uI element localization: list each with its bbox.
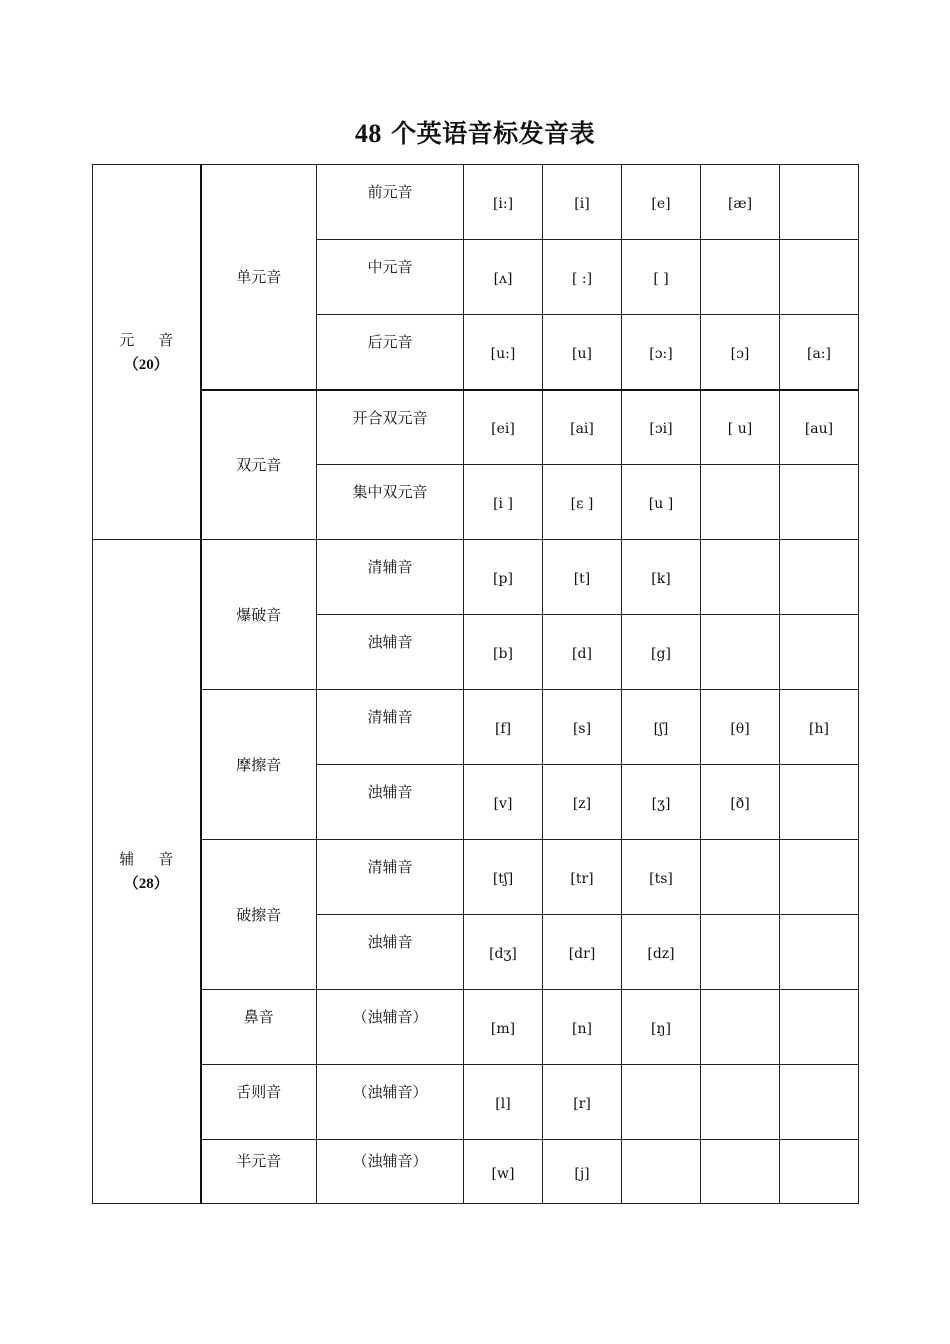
symbol-cell bbox=[780, 840, 859, 915]
table-row bbox=[93, 990, 859, 1065]
symbol-cell bbox=[780, 765, 859, 840]
symbol-cell: [ ] bbox=[622, 240, 701, 315]
voiced-label: 浊辅音 bbox=[317, 765, 464, 840]
symbol-cell: [k] bbox=[622, 540, 701, 615]
symbol-cell: [w] bbox=[464, 1140, 543, 1204]
table-row bbox=[93, 165, 859, 240]
symbol-cell: [ʃ] bbox=[622, 690, 701, 765]
symbol-cell: [ u] bbox=[701, 390, 780, 465]
symbol-cell: [i:] bbox=[464, 165, 543, 240]
back-vowel-label: 后元音 bbox=[317, 315, 464, 390]
title-text: 个英语音标发音表 bbox=[381, 119, 596, 148]
symbol-cell: [f] bbox=[464, 690, 543, 765]
table-row bbox=[93, 390, 859, 465]
symbol-cell bbox=[701, 540, 780, 615]
symbol-cell: [m] bbox=[464, 990, 543, 1065]
symbol-cell: [j] bbox=[543, 1140, 622, 1204]
affricate-group: 破擦音 bbox=[201, 840, 317, 990]
symbol-cell bbox=[780, 1065, 859, 1140]
diphthong-group: 双元音 bbox=[201, 390, 317, 540]
symbol-cell: [a:] bbox=[780, 315, 859, 390]
consonant-category-cell bbox=[93, 540, 201, 1204]
symbol-cell: [u:] bbox=[464, 315, 543, 390]
central-vowel-label: 中元音 bbox=[317, 240, 464, 315]
symbol-cell: [u] bbox=[543, 315, 622, 390]
symbol-cell: [ɔ:] bbox=[622, 315, 701, 390]
voiced-label: 浊辅音 bbox=[317, 915, 464, 990]
symbol-cell bbox=[701, 465, 780, 540]
voiceless-label: 清辅音 bbox=[317, 540, 464, 615]
table-row bbox=[93, 1065, 859, 1140]
semivowel-group: 半元音 bbox=[201, 1140, 317, 1204]
symbol-cell: [ts] bbox=[622, 840, 701, 915]
table-row bbox=[93, 1140, 859, 1204]
symbol-cell: [ɔi] bbox=[622, 390, 701, 465]
symbol-cell: [h] bbox=[780, 690, 859, 765]
page-title bbox=[0, 114, 950, 150]
symbol-cell: [l] bbox=[464, 1065, 543, 1140]
table-row bbox=[93, 690, 859, 765]
symbol-cell bbox=[701, 915, 780, 990]
table-row bbox=[93, 540, 859, 615]
symbol-cell: [dz] bbox=[622, 915, 701, 990]
symbol-cell bbox=[622, 1065, 701, 1140]
symbol-cell: [s] bbox=[543, 690, 622, 765]
symbol-cell: [dʒ] bbox=[464, 915, 543, 990]
symbol-cell bbox=[780, 915, 859, 990]
symbol-cell: [ɔ] bbox=[701, 315, 780, 390]
symbol-cell: [ʒ] bbox=[622, 765, 701, 840]
symbol-cell: [i] bbox=[543, 165, 622, 240]
voiceless-label: 清辅音 bbox=[317, 690, 464, 765]
symbol-cell: [ai] bbox=[543, 390, 622, 465]
symbol-cell: [b] bbox=[464, 615, 543, 690]
consonant-label-b: 音 bbox=[158, 850, 174, 868]
symbol-cell bbox=[701, 1140, 780, 1204]
symbol-cell bbox=[701, 1065, 780, 1140]
symbol-cell: [ʌ] bbox=[464, 240, 543, 315]
symbol-cell: [dr] bbox=[543, 915, 622, 990]
symbol-cell: [tʃ] bbox=[464, 840, 543, 915]
voiced-label: （浊辅音） bbox=[317, 990, 464, 1065]
symbol-cell: [d] bbox=[543, 615, 622, 690]
nasal-group: 鼻音 bbox=[201, 990, 317, 1065]
symbol-cell bbox=[701, 615, 780, 690]
voiced-label: （浊辅音） bbox=[317, 1140, 464, 1204]
fricative-group: 摩擦音 bbox=[201, 690, 317, 840]
symbol-cell bbox=[701, 990, 780, 1065]
consonant-count: （28） bbox=[123, 876, 169, 892]
front-vowel-label: 前元音 bbox=[317, 165, 464, 240]
symbol-cell: [u ] bbox=[622, 465, 701, 540]
phonetic-table bbox=[92, 164, 859, 1204]
table-row bbox=[93, 840, 859, 915]
symbol-cell: [i ] bbox=[464, 465, 543, 540]
symbol-cell bbox=[701, 840, 780, 915]
symbol-cell: [r] bbox=[543, 1065, 622, 1140]
symbol-cell bbox=[780, 540, 859, 615]
vowel-count: （20） bbox=[123, 356, 169, 373]
symbol-cell bbox=[780, 615, 859, 690]
symbol-cell: [θ] bbox=[701, 690, 780, 765]
symbol-cell: [e] bbox=[622, 165, 701, 240]
symbol-cell: [tr] bbox=[543, 840, 622, 915]
lateral-group: 舌则音 bbox=[201, 1065, 317, 1140]
symbol-cell: [ŋ] bbox=[622, 990, 701, 1065]
mono-vowel-group: 单元音 bbox=[201, 165, 317, 390]
symbol-cell: [p] bbox=[464, 540, 543, 615]
vowel-label-a: 元 bbox=[119, 330, 135, 349]
voiced-label: 浊辅音 bbox=[317, 615, 464, 690]
voiceless-label: 清辅音 bbox=[317, 840, 464, 915]
symbol-cell bbox=[701, 240, 780, 315]
symbol-cell: [g] bbox=[622, 615, 701, 690]
symbol-cell bbox=[780, 990, 859, 1065]
consonant-label-a: 辅 bbox=[119, 850, 135, 868]
plosive-group: 爆破音 bbox=[201, 540, 317, 690]
open-diphthong-label: 开合双元音 bbox=[317, 390, 464, 465]
symbol-cell: [v] bbox=[464, 765, 543, 840]
symbol-cell: [ :] bbox=[543, 240, 622, 315]
symbol-cell bbox=[780, 465, 859, 540]
symbol-cell bbox=[780, 165, 859, 240]
voiced-label: （浊辅音） bbox=[317, 1065, 464, 1140]
symbol-cell bbox=[780, 240, 859, 315]
symbol-cell: [ð] bbox=[701, 765, 780, 840]
vowel-label-b: 音 bbox=[158, 330, 174, 349]
symbol-cell bbox=[622, 1140, 701, 1204]
title-number: 48 bbox=[354, 119, 382, 148]
symbol-cell: [z] bbox=[543, 765, 622, 840]
symbol-cell: [ε ] bbox=[543, 465, 622, 540]
symbol-cell: [n] bbox=[543, 990, 622, 1065]
centering-diphthong-label: 集中双元音 bbox=[317, 465, 464, 540]
symbol-cell: [æ] bbox=[701, 165, 780, 240]
symbol-cell: [au] bbox=[780, 390, 859, 465]
symbol-cell bbox=[780, 1140, 859, 1204]
symbol-cell: [t] bbox=[543, 540, 622, 615]
symbol-cell: [ei] bbox=[464, 390, 543, 465]
vowel-category-cell bbox=[93, 165, 201, 540]
